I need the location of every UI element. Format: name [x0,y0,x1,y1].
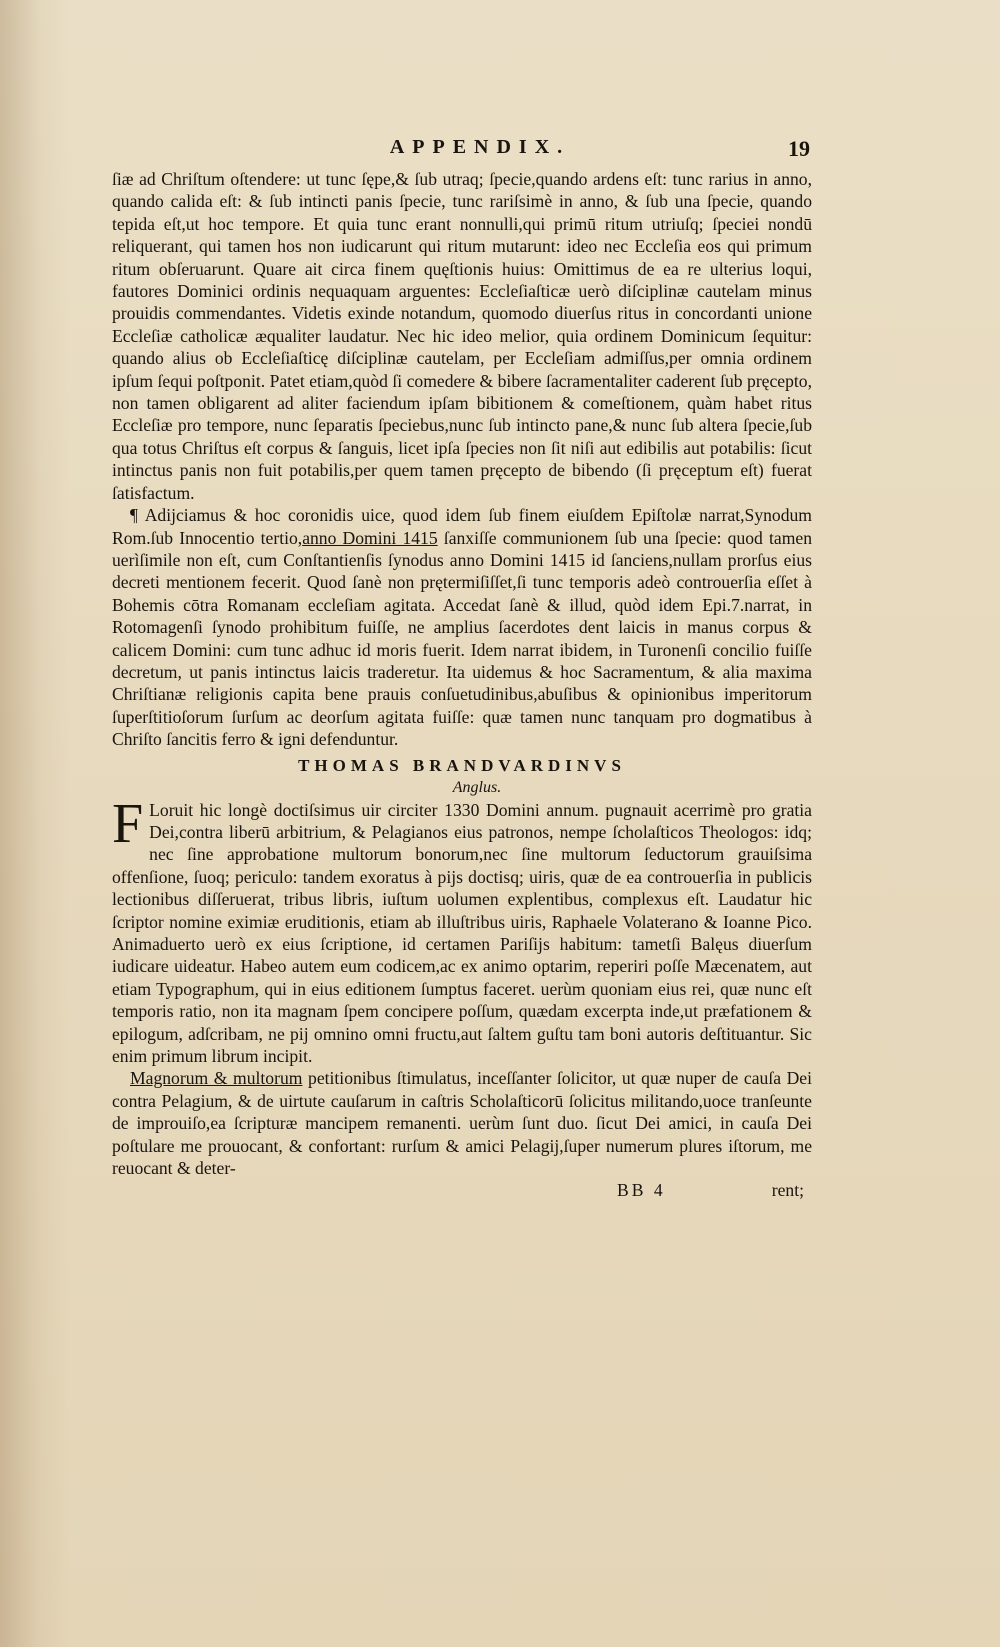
paragraph-1: ſiæ ad Chriſtum oſtendere: ut tunc ſępe,& ſub utraq; ſpecie,quando ardens eſt: tunc rarius in anno, quando calida eſt: & ſub intincti panis ſpecie, tunc rariſsimè in anno, & ſub una ſpecie, quando tepida eſt,ut hoc tempore. Et quia tunc erant nonnulli,qui primū ritum utriuſq; ſpeciei nondū reliquerant, qui tamen hos non iudicarunt qui ritum mutarunt: ideo nec Eccleſia eos qui primum ritum obſeruarunt. Quare ait circa finem quęſtionis huius: Omittimus de ea re ulterius loqui, fautores Dominici ordinis nequaquam arguentes: Eccleſiaſticæ uerò diſciplinæ cautelam minus prouidis commendantes. Videtis exinde notandum, quomodo diuerſus ritus in concordanti unione Eccleſiæ catholicæ æqualiter laudatur. Nec hic ideo melior, quia ordinem Dominicum ſequitur: quando alius ob Eccleſiaſticę diſciplinæ cautelam, per Eccleſiam admiſſus,per omnia ordinem ipſum ſequi poſtponit. Patet etiam,quòd ſi comedere & bibere ſacramentaliter caderent ſub pręcepto, non tamen obligarent ad aliter faciendum ipſam bibitionem & comeſtionem, quàm habet ritus Eccleſiæ pro tempore, nunc ſeparatis ſpeciebus,nunc ſub intincto pane,& nunc ſub altera ſpecie,ſub qua totus Chriſtus eſt corpus & ſanguis, licet ipſa ſpecies non ſit niſi aut edibilis aut potabilis: ſicut intinctus panis non fuit potabilis,per quem tamen pręcepto de bibendo (ſi pręceptum eſt) fuerat ſatisfactum. [112,169,812,503]
paragraph-2-text-a: ¶ Adijciamus & hoc coronidis uice, quod idem ſub finem eiuſdem Epiſtolæ narrat,Synodum Rom.ſub Innocentio tertio, [112,505,812,548]
page-number: 19 [788,136,810,161]
signature-mark: BB 4 [617,1180,666,1201]
running-head: APPENDIX. [389,136,571,158]
paragraph-2-text-b: ſanxiſſe communionem ſub una ſpecie: quod tamen uerìſimile non eſt, cum Conſtantienſis ſynodus anno Domini 1415 id ſanciens,nullam prorſus eius decreti mentionem fecerit. Quod ſanè non prętermiſiſſet,ſi tunc temporis adeò controuerſia eſſet à Bohemis cōtra Romanam eccleſiam agitata. Accedat ſanè & illud, quòd idem Epi.7.narrat, in Rotomagenſi ſynodo prohibitum fuiſſe, ne amplius ſacerdotes dent laicis in manus corpus & calicem Domini: cum tunc adhuc id moris fuerit. Idem narrat ibidem, in Turonenſi concilio fuiſſe decretum, ut panis intinctus laicis traderetur. Ita uidemus & hoc Sacramentum, & alia maxima Chriſtianæ religionis capita bene prauis conſuetudinibus,abuſibus & opinionibus imperitorum ſuperſtitioſorum ſurſum ac deorſum agitata fuiſſe: quæ tamen nunc tanquam pro dogmatibus à Chriſto ſancitis ferro & igni defenduntur. [112,527,813,750]
page-header [120,136,810,166]
paragraph-3-text: Loruit hic longè doctiſsimus uir circiter 1330 Domini annum. pugnauit acerrimè pro gratia Dei,contra liberū arbitrium, & Pelagianos eius patronos, nempe ſcholaſticos Theologos: idq; nec ſine approbatione multorum bonorum,nec ſine multorum ſeductorum grauiſsima offenſione, ſuoq; periculo: tandem exoratus à pijs doctisq; uiris, quæ de ea controuerſia in publicis lectionibus diſſeruerat, tribus libris, iuſtum uolumen explentibus, complexus eſt. Laudatur hic ſcriptor nomine eximiæ eruditionis, etiam ab illuſtribus uiris, Raphaele Volaterano & Ioanne Pico. Animaduerto uerò ex eius ſcriptione, id certamen Pariſijs habitum: tametſi Balęus diuerſum iudicare uideatur. Habeo autem eum codicem,ac ex animo optarim, reperiri poſſe Mæcenatem, aut etiam Typographum, qui in eius editionem ſumptus faceret. uerùm quoniam eius rei, quæ nunc eſt temporis ratio, non ita magnam ſpem concipere poſſum, quædam excerpta inde,ut præfationem & epilogum, adſcribam, ne pij omnino omni fructu,aut ſaltem guſtu tam boni autoris deſtituantur. Sic enim primum librum incipit. [112,799,812,1067]
paragraph-4-text: petitionibus ſtimulatus, inceſſanter ſolicitor, ut quæ nuper de cauſa Dei contra Pelagium, & de uirtute cauſarum in caſtris Scholaſticorū ſolicitus militando,uoce tranſeunte de improuiſo,ea ſcripturæ mancipem remanenti. uerùm ſunt duo. ſicut Dei amici, in cauſa Dei poſtulare me prouocant, & confortant: rurſum & amici Pelagij,ſuper numerum plures iſtorum, me reuocant & deter- [112,1068,813,1179]
paragraph-2 [112,504,812,750]
paragraph-2-underlined-phrase: anno Domini 1415 [302,527,438,548]
paragraph-4 [112,1067,812,1179]
catchword: rent; [771,1180,804,1201]
paragraph-4-underlined-phrase: Magnorum & multorum [130,1068,303,1089]
section-title: THOMAS BRANDVARDINVS [298,755,626,775]
drop-cap-letter: F [112,792,144,855]
paragraph-3 [112,792,812,1068]
page-footer [112,1179,812,1203]
section-subtitle: Anglus. [452,778,502,796]
main-text-block [112,168,812,1203]
